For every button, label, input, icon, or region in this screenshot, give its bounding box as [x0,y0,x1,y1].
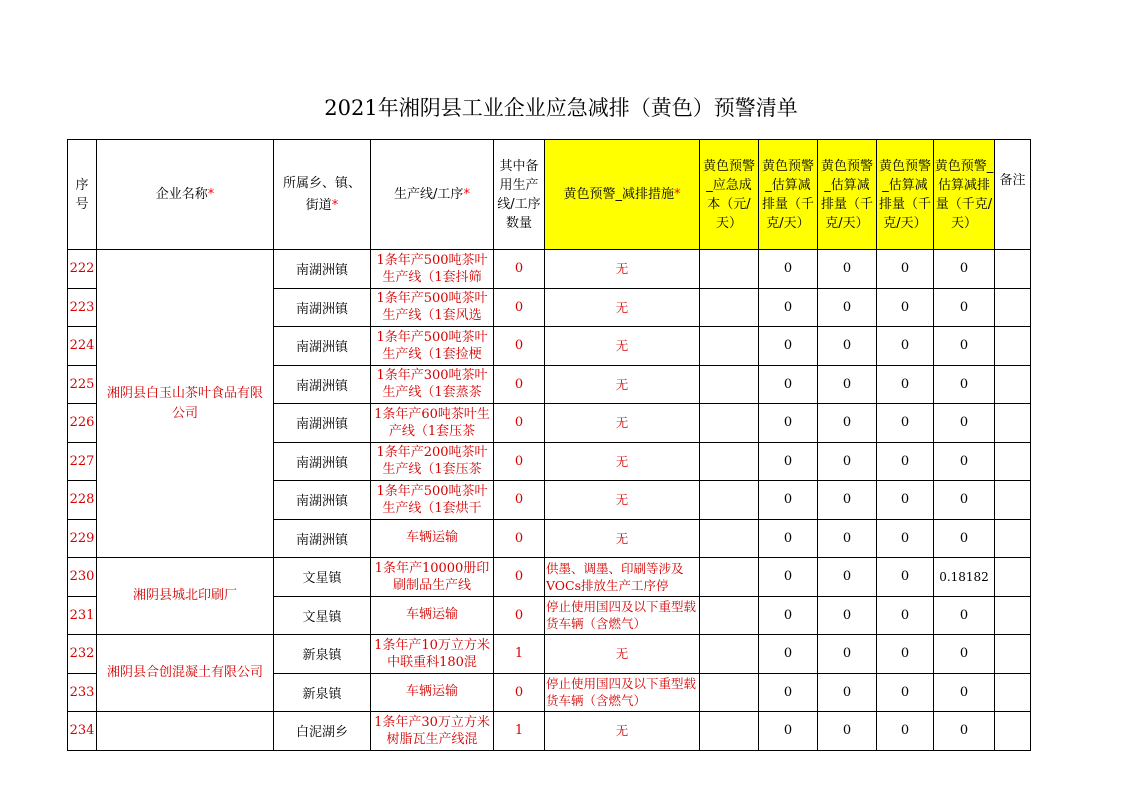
estimate-cell[interactable]: 0 [818,250,877,289]
estimate-cell[interactable]: 0 [818,481,877,520]
estimate-cell[interactable]: 0 [934,712,995,751]
spare-cell[interactable]: 1 [494,712,545,751]
spare-cell[interactable]: 0 [494,327,545,366]
row-seq: 228 [68,481,97,520]
estimate-cell[interactable]: 0 [818,327,877,366]
spare-cell[interactable]: 0 [494,442,545,481]
line-cell[interactable]: 1条年产500吨茶叶生产线（1套捡梗 [371,327,494,366]
line-cell[interactable]: 1条年产30万立方米树脂瓦生产线混 [371,712,494,751]
measure-cell[interactable]: 停止使用国四及以下重型载货车辆（含燃气） [545,596,700,635]
estimate-cell[interactable]: 0 [934,481,995,520]
measure-cell[interactable]: 无 [545,442,700,481]
warning-list-table [67,139,1031,751]
cost-cell[interactable] [700,673,759,712]
estimate-cell[interactable]: 0 [759,481,818,520]
town-cell[interactable]: 南湖洲镇 [274,481,371,520]
estimate-cell[interactable]: 0 [818,558,877,597]
row-seq: 223 [68,288,97,327]
measure-cell[interactable]: 无 [545,365,700,404]
measure-cell[interactable]: 无 [545,519,700,558]
spare-cell[interactable]: 0 [494,673,545,712]
header-estimate-4[interactable]: 黄色预警_估算减排量（千克/天） [934,140,995,250]
estimate-cell[interactable]: 0 [759,712,818,751]
town-cell[interactable]: 南湖洲镇 [274,288,371,327]
table-row[interactable] [68,558,1031,597]
estimate-cell[interactable]: 0 [934,288,995,327]
estimate-cell[interactable]: 0 [934,673,995,712]
estimate-cell[interactable]: 0 [759,558,818,597]
measure-cell[interactable]: 无 [545,327,700,366]
estimate-cell[interactable]: 0 [934,596,995,635]
cost-cell[interactable] [700,558,759,597]
estimate-cell[interactable]: 0 [877,365,934,404]
spare-cell[interactable]: 0 [494,481,545,520]
table-row[interactable] [68,712,1031,751]
estimate-cell[interactable]: 0 [934,442,995,481]
spare-cell[interactable]: 0 [494,558,545,597]
row-seq: 233 [68,673,97,712]
remark-cell[interactable] [995,250,1031,289]
row-seq: 225 [68,365,97,404]
remark-cell[interactable] [995,712,1031,751]
line-cell[interactable]: 车辆运输 [371,519,494,558]
remark-cell[interactable] [995,327,1031,366]
town-cell[interactable]: 白泥湖乡 [274,712,371,751]
cost-cell[interactable] [700,712,759,751]
estimate-cell[interactable]: 0 [818,673,877,712]
estimate-cell[interactable]: 0 [877,519,934,558]
row-seq: 229 [68,519,97,558]
spare-cell[interactable]: 0 [494,404,545,443]
cost-cell[interactable] [700,596,759,635]
line-cell[interactable]: 车辆运输 [371,673,494,712]
cost-cell[interactable] [700,327,759,366]
estimate-cell[interactable]: 0 [934,365,995,404]
company-name-cell[interactable] [97,712,274,751]
spare-cell[interactable]: 0 [494,288,545,327]
estimate-cell[interactable]: 0 [818,365,877,404]
header-spare[interactable]: 其中备用生产线/工序数量 [494,140,545,250]
required-mark: * [463,187,470,202]
measure-cell[interactable]: 供墨、调墨、印刷等涉及VOCs排放生产工序停 [545,558,700,597]
town-cell[interactable]: 文星镇 [274,558,371,597]
line-cell[interactable]: 1条年产500吨茶叶生产线（1套烘干 [371,481,494,520]
remark-cell[interactable] [995,404,1031,443]
town-cell[interactable]: 新泉镇 [274,635,371,674]
estimate-cell[interactable]: 0 [877,673,934,712]
remark-cell[interactable] [995,596,1031,635]
header-line[interactable]: 生产线/工序* [371,140,494,250]
estimate-cell[interactable]: 0 [759,327,818,366]
remark-cell[interactable] [995,635,1031,674]
company-name-cell[interactable]: 湘阴县合创混凝土有限公司 [97,635,274,712]
cost-cell[interactable] [700,365,759,404]
estimate-cell[interactable]: 0 [759,442,818,481]
estimate-cell[interactable]: 0 [877,481,934,520]
company-name-cell[interactable]: 湘阴县白玉山茶叶食品有限公司 [97,250,274,558]
estimate-cell[interactable]: 0 [934,250,995,289]
estimate-cell[interactable]: 0 [759,404,818,443]
table-row[interactable] [68,635,1031,674]
estimate-cell[interactable]: 0 [877,712,934,751]
line-cell[interactable]: 1条年产500吨茶叶生产线（1套抖筛 [371,250,494,289]
header-cost[interactable]: 黄色预警_应急成本（元/天） [700,140,759,250]
estimate-cell[interactable]: 0 [877,635,934,674]
estimate-cell[interactable]: 0 [818,596,877,635]
row-seq: 230 [68,558,97,597]
measure-cell[interactable]: 停止使用国四及以下重型载货车辆（含燃气） [545,673,700,712]
estimate-cell[interactable]: 0 [934,519,995,558]
spare-cell[interactable]: 0 [494,365,545,404]
row-seq: 226 [68,404,97,443]
header-estimate-3[interactable]: 黄色预警_估算减排量（千克/天） [877,140,934,250]
estimate-cell[interactable]: 0 [759,365,818,404]
remark-cell[interactable] [995,442,1031,481]
estimate-cell[interactable]: 0 [818,288,877,327]
cost-cell[interactable] [700,635,759,674]
row-seq: 231 [68,596,97,635]
page-title: 2021年湘阴县工业企业应急减排（黄色）预警清单 [324,96,798,120]
estimate-cell[interactable]: 0 [759,250,818,289]
company-name-cell[interactable]: 湘阴县城北印刷厂 [97,558,274,635]
estimate-cell[interactable]: 0 [759,596,818,635]
row-seq: 224 [68,327,97,366]
estimate-cell[interactable]: 0 [934,635,995,674]
cost-cell[interactable] [700,481,759,520]
estimate-cell[interactable]: 0 [877,404,934,443]
measure-cell[interactable]: 无 [545,288,700,327]
required-mark: * [674,187,681,202]
town-cell[interactable]: 南湖洲镇 [274,250,371,289]
line-cell[interactable]: 1条年产10000册印刷制品生产线 [371,558,494,597]
spare-cell[interactable]: 1 [494,635,545,674]
town-cell[interactable]: 南湖洲镇 [274,519,371,558]
row-seq: 232 [68,635,97,674]
header-estimate-2[interactable]: 黄色预警_估算减排量（千克/天） [818,140,877,250]
estimate-cell[interactable]: 0 [818,404,877,443]
row-seq: 227 [68,442,97,481]
measure-cell[interactable]: 无 [545,250,700,289]
cost-cell[interactable] [700,404,759,443]
header-measure[interactable]: 黄色预警_减排措施* [545,140,700,250]
remark-cell[interactable] [995,365,1031,404]
header-town[interactable]: 所属乡、镇、街道* [274,140,371,250]
estimate-cell[interactable]: 0 [759,519,818,558]
remark-cell[interactable] [995,673,1031,712]
required-mark: * [331,197,339,213]
table-row[interactable] [68,250,1031,289]
line-cell[interactable]: 1条年产500吨茶叶生产线（1套风选 [371,288,494,327]
measure-cell[interactable]: 无 [545,635,700,674]
row-seq: 222 [68,250,97,289]
town-cell[interactable]: 南湖洲镇 [274,365,371,404]
line-cell[interactable]: 车辆运输 [371,596,494,635]
header-company[interactable]: 企业名称* [97,140,274,250]
estimate-cell[interactable]: 0 [818,442,877,481]
estimate-cell[interactable]: 0 [934,327,995,366]
spare-cell[interactable]: 0 [494,250,545,289]
header-seq[interactable]: 序号 [68,140,97,250]
line-cell[interactable]: 1条年产10万立方米中联重科180混 [371,635,494,674]
estimate-cell[interactable]: 0 [759,673,818,712]
cost-cell[interactable] [700,519,759,558]
cost-cell[interactable] [700,442,759,481]
remark-cell[interactable] [995,519,1031,558]
estimate-cell[interactable]: 0 [759,635,818,674]
measure-cell[interactable]: 无 [545,712,700,751]
measure-cell[interactable]: 无 [545,404,700,443]
estimate-cell[interactable]: 0 [818,519,877,558]
spare-cell[interactable]: 0 [494,519,545,558]
line-cell[interactable]: 1条年产60吨茶叶生产线（1套压茶 [371,404,494,443]
estimate-cell[interactable]: 0.18182 [934,558,995,597]
header-estimate-1[interactable]: 黄色预警_估算减排量（千克/天） [759,140,818,250]
estimate-cell[interactable]: 0 [818,635,877,674]
estimate-cell[interactable]: 0 [877,250,934,289]
header-remark[interactable]: 备注 [995,140,1031,250]
line-cell[interactable]: 1条年产200吨茶叶生产线（1套压茶 [371,442,494,481]
estimate-cell[interactable]: 0 [818,712,877,751]
required-mark: * [207,187,215,202]
measure-cell[interactable]: 无 [545,481,700,520]
town-cell[interactable]: 南湖洲镇 [274,327,371,366]
town-cell[interactable]: 新泉镇 [274,673,371,712]
town-cell[interactable]: 文星镇 [274,596,371,635]
remark-cell[interactable] [995,481,1031,520]
estimate-cell[interactable]: 0 [877,558,934,597]
estimate-cell[interactable]: 0 [877,596,934,635]
estimate-cell[interactable]: 0 [877,327,934,366]
line-cell[interactable]: 1条年产300吨茶叶生产线（1套蒸茶 [371,365,494,404]
estimate-cell[interactable]: 0 [934,404,995,443]
cost-cell[interactable] [700,288,759,327]
town-cell[interactable]: 南湖洲镇 [274,442,371,481]
town-cell[interactable]: 南湖洲镇 [274,404,371,443]
estimate-cell[interactable]: 0 [877,288,934,327]
row-seq: 234 [68,712,97,751]
spare-cell[interactable]: 0 [494,596,545,635]
remark-cell[interactable] [995,558,1031,597]
remark-cell[interactable] [995,288,1031,327]
estimate-cell[interactable]: 0 [877,442,934,481]
header-row [68,140,1031,250]
estimate-cell[interactable]: 0 [759,288,818,327]
cost-cell[interactable] [700,250,759,289]
